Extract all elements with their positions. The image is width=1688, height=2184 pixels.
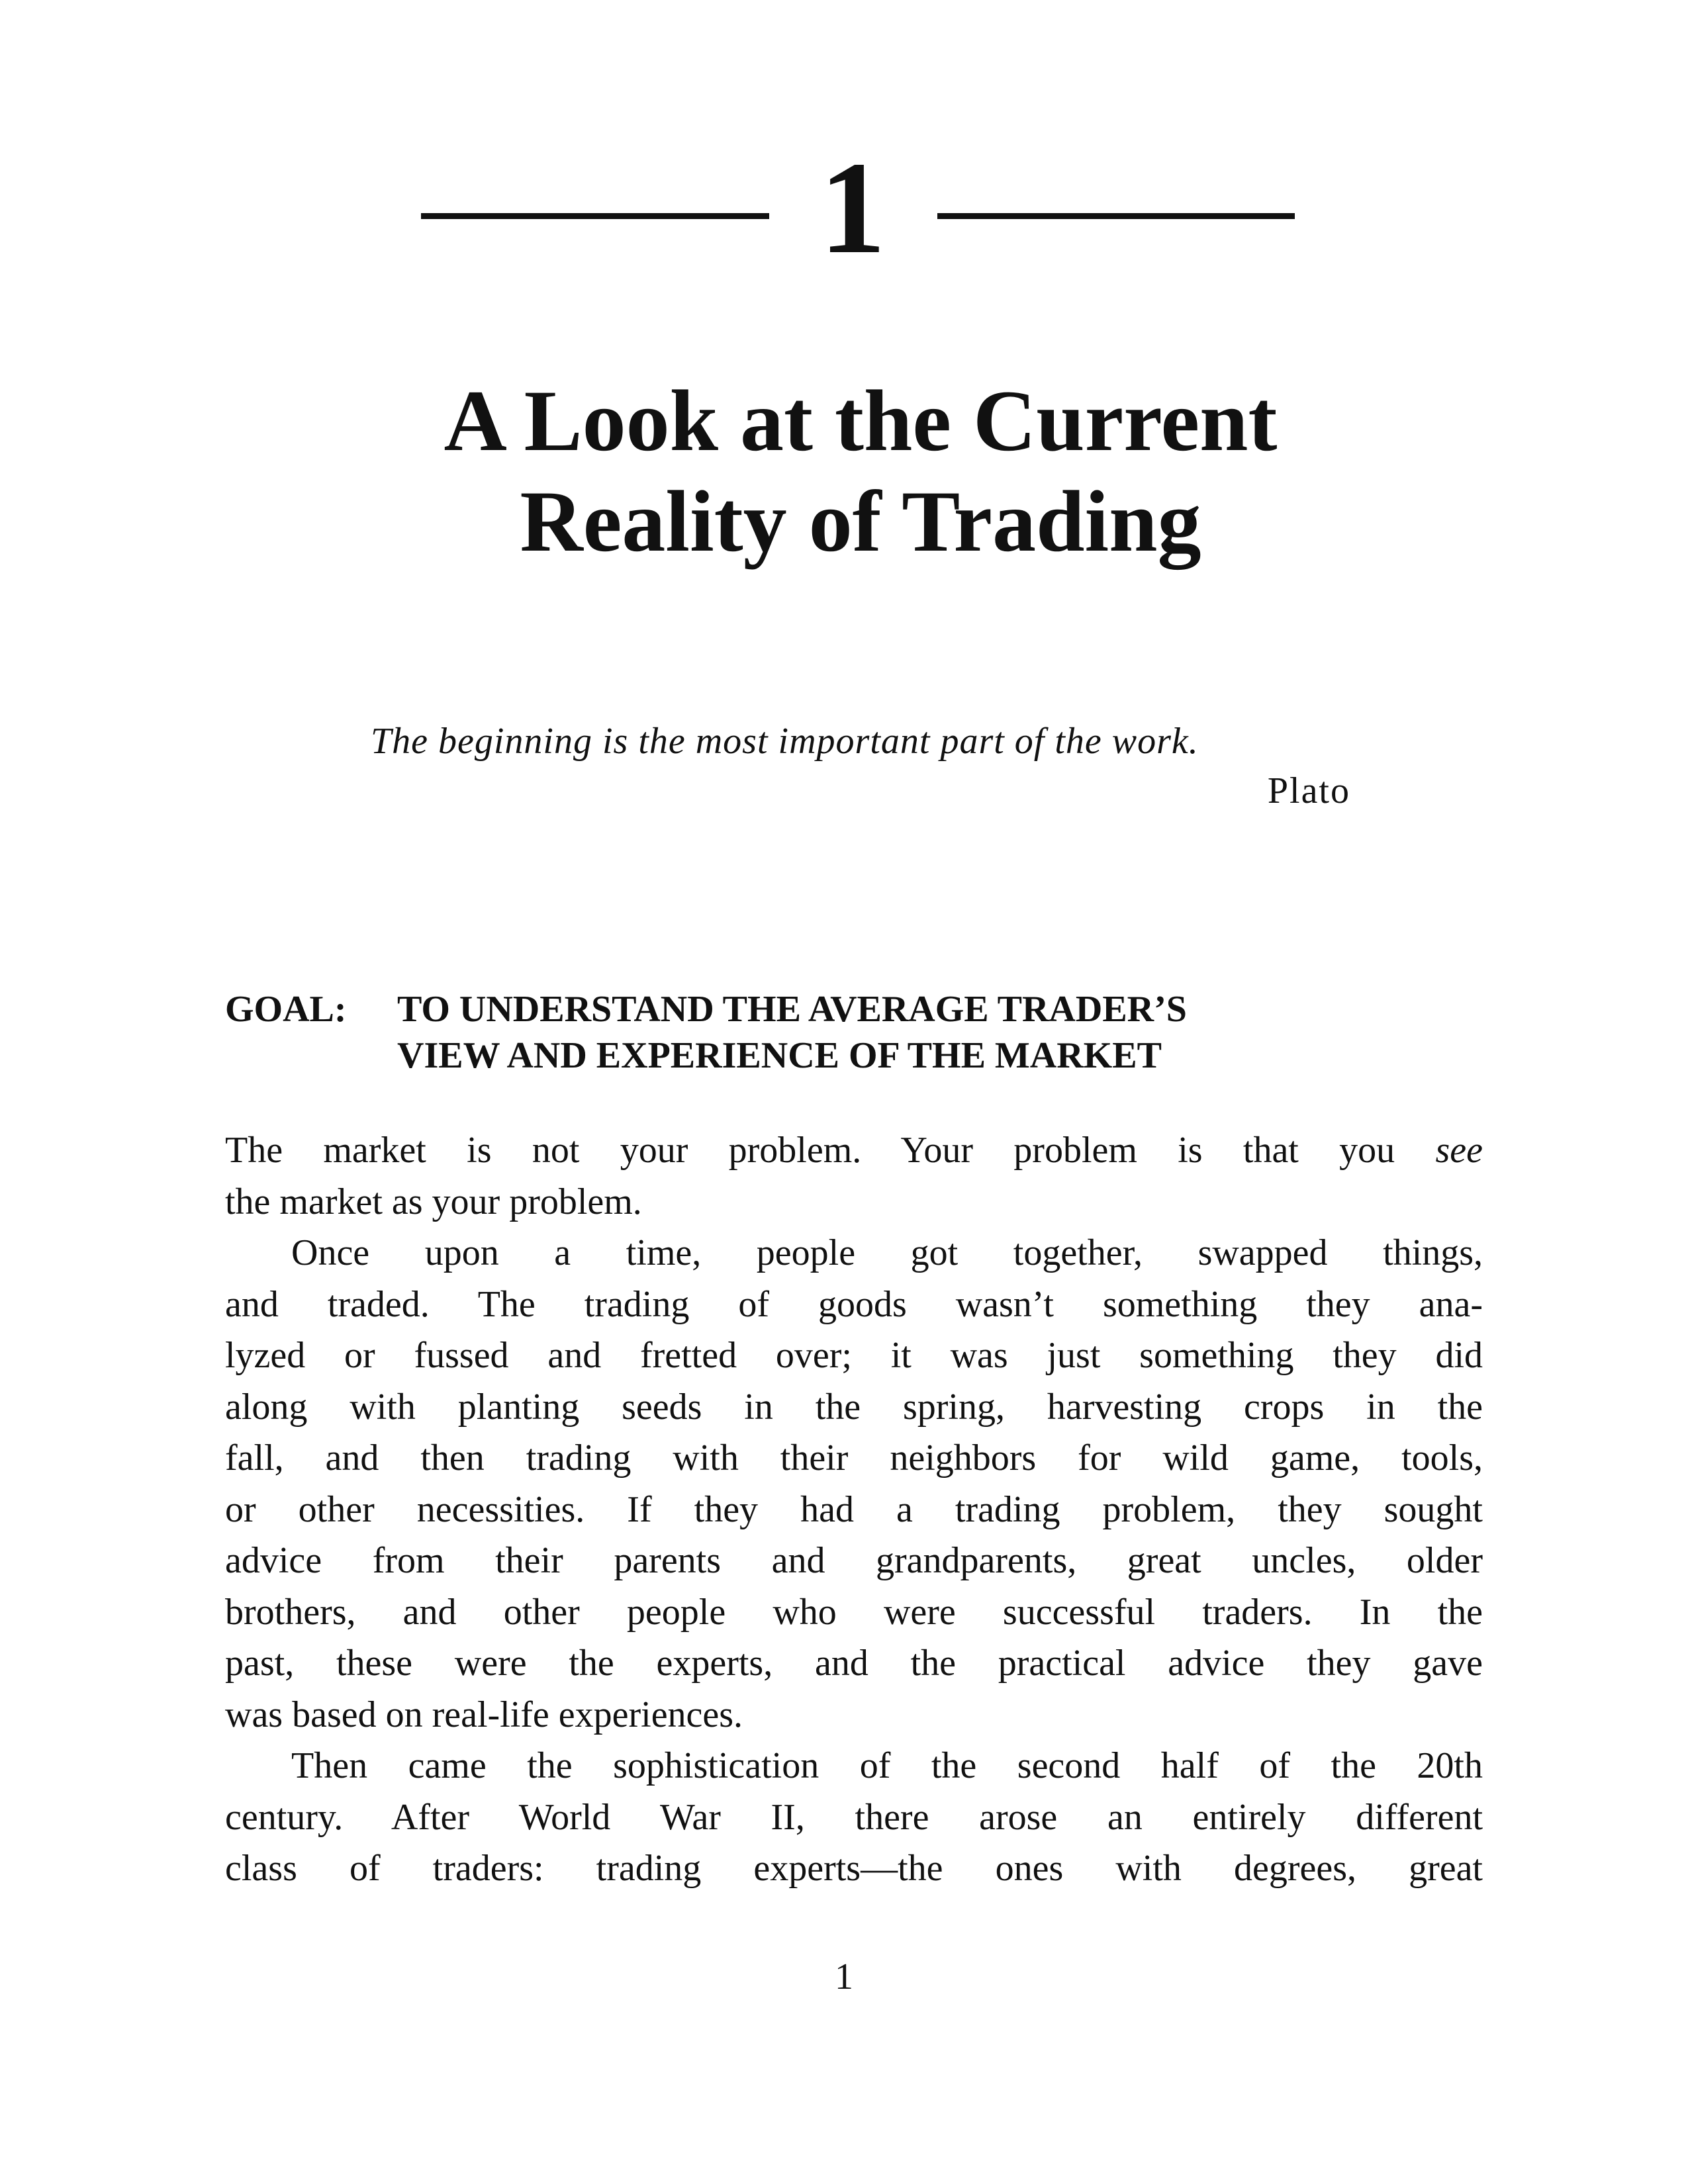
goal-text	[397, 986, 1187, 1079]
goal-line: TO UNDERSTAND THE AVERAGE TRADER’S	[397, 989, 1187, 1030]
chapter-rule-right	[937, 213, 1295, 219]
text-line: brothers, and other people who were successful traders. In the	[225, 1591, 1483, 1633]
goal-row	[225, 986, 1483, 1079]
text-line: century. After World War II, there arose an entirely different	[225, 1796, 1483, 1838]
chapter-title-line: A Look at the Current	[444, 372, 1278, 469]
text-line: past, these were the experts, and the practical advice they gave	[225, 1643, 1483, 1684]
text-line: lyzed or fussed and fretted over; it was just something they did	[225, 1335, 1483, 1376]
page-number: 1	[835, 1956, 853, 1997]
goal-line: VIEW AND EXPERIENCE OF THE MARKET	[397, 1035, 1162, 1076]
text-line: fall, and then trading with their neighbors for wild game, tools,	[225, 1437, 1483, 1479]
emphasis-see: see	[1435, 1130, 1483, 1171]
text-line: class of traders: trading experts—the ones with degrees, great	[225, 1848, 1483, 1889]
paragraph-1	[225, 1125, 1483, 1228]
epigraph-author: Plato	[1267, 770, 1350, 811]
paragraph-3	[225, 1741, 1483, 1895]
text-line: along with planting seeds in the spring, harvesting crops in the	[225, 1386, 1483, 1428]
text-line	[225, 1125, 1483, 1177]
text-line: was based on real-life experiences.	[225, 1694, 743, 1735]
chapter-title-line: Reality of Trading	[520, 473, 1201, 570]
text-line: Once upon a time, people got together, swapped things,	[291, 1232, 1483, 1273]
text-line: or other necessities. If they had a trading problem, they sought	[225, 1488, 1483, 1530]
chapter-title	[265, 371, 1456, 572]
text-line: and traded. The trading of goods wasn’t something they ana-	[225, 1283, 1483, 1325]
text-segment: The market is not your problem. Your problem is that you	[225, 1130, 1395, 1171]
paragraph-2	[225, 1228, 1483, 1741]
text-line: Then came the sophistication of the second half of the 20th	[291, 1745, 1483, 1786]
epigraph-quote: The beginning is the most important part of the work.	[371, 721, 1199, 762]
goal-heading	[225, 986, 1483, 1079]
body-text	[225, 1125, 1483, 1895]
text-line: advice from their parents and grandparents, great uncles, older	[225, 1540, 1483, 1581]
chapter-rule-left	[421, 213, 769, 219]
text-line: the market as your problem.	[225, 1181, 642, 1222]
chapter-number: 1	[820, 135, 886, 281]
goal-label: GOAL:	[225, 989, 347, 1030]
